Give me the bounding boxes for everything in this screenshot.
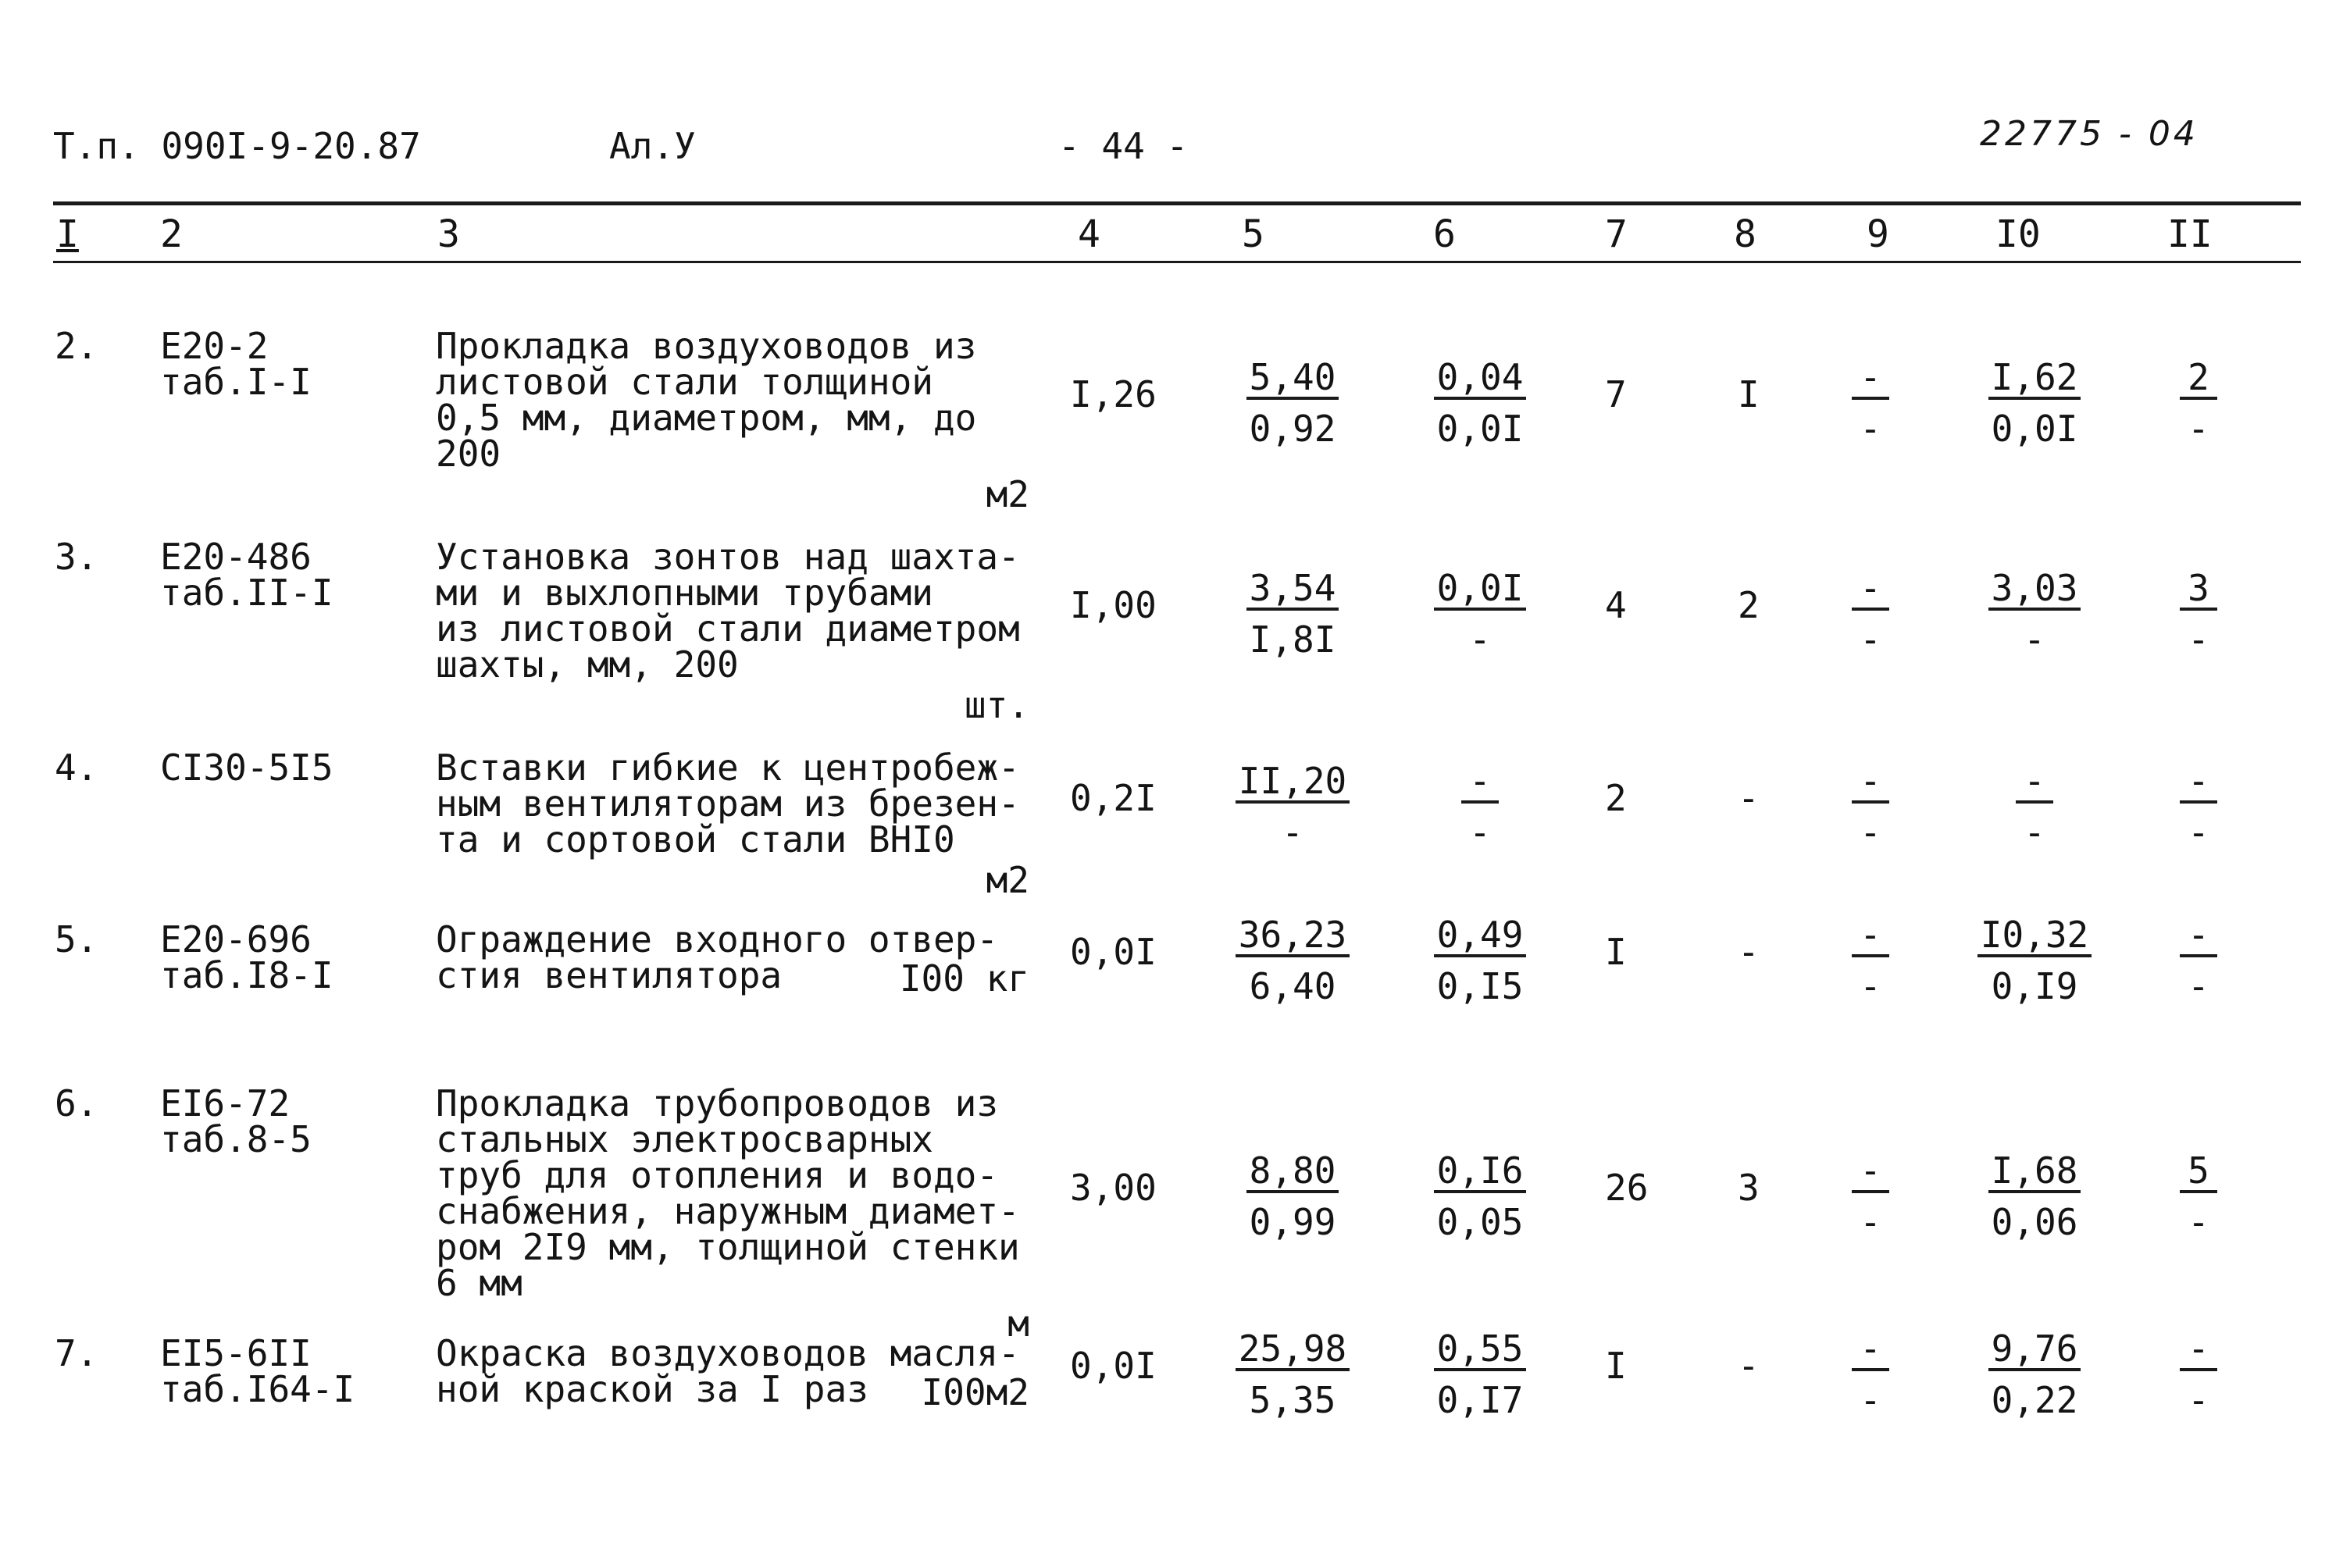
cost-fraction-c11 bbox=[2132, 1149, 2265, 1243]
fraction-numerator: - bbox=[1852, 570, 1889, 611]
fraction-denominator: - bbox=[2188, 1379, 2209, 1421]
fraction-numerator: 0,49 bbox=[1434, 917, 1527, 957]
column-number: 8 bbox=[1734, 212, 1756, 256]
norm-table: таб.8-5 bbox=[160, 1118, 312, 1160]
cost-fraction-c10 bbox=[1968, 1327, 2101, 1421]
measure-unit: м2 bbox=[986, 473, 1029, 515]
machine-value: I bbox=[1738, 373, 1760, 415]
description-line: ной краской за I раз bbox=[436, 1368, 868, 1410]
measure-unit: I00 кг bbox=[899, 957, 1029, 1000]
work-description bbox=[436, 1082, 1029, 1304]
doc-code: Т.п. 090I-9-20.87 bbox=[53, 125, 421, 167]
fraction-numerator: 8,80 bbox=[1246, 1153, 1339, 1193]
description-line: Вставки гибкие к центробеж- bbox=[436, 747, 1020, 789]
work-description bbox=[436, 747, 1029, 861]
cost-fraction-c11 bbox=[2132, 1327, 2265, 1421]
description-line: Установка зонтов над шахта- bbox=[436, 536, 1020, 578]
description-line: ми и выхлопными трубами bbox=[436, 572, 933, 614]
fraction-denominator: - bbox=[2188, 408, 2209, 450]
column-number: 4 bbox=[1078, 212, 1100, 256]
description-line: труб для отопления и водо- bbox=[436, 1154, 999, 1196]
fraction-denominator: 6,40 bbox=[1249, 965, 1336, 1007]
labor-value: I bbox=[1605, 931, 1627, 973]
cost-fraction-c6 bbox=[1414, 356, 1546, 450]
norm-table: таб.II-I bbox=[160, 572, 333, 614]
column-number: 9 bbox=[1867, 212, 1889, 256]
description-line: Окраска воздуховодов масля- bbox=[436, 1332, 1020, 1374]
quantity: I,00 bbox=[1070, 584, 1157, 626]
fraction-numerator: - bbox=[1852, 763, 1889, 804]
cost-fraction-c6 bbox=[1414, 914, 1546, 1007]
fraction-numerator: I,68 bbox=[1988, 1153, 2081, 1193]
description-line: 0,5 мм, диаметром, мм, до bbox=[436, 397, 977, 439]
description-line: ным вентиляторам из брезен- bbox=[436, 782, 1020, 825]
fraction-denominator: 0,I5 bbox=[1436, 965, 1524, 1007]
fraction-numerator: - bbox=[1852, 1153, 1889, 1193]
description-line: ром 2I9 мм, толщиной стенки bbox=[436, 1226, 1020, 1268]
fraction-numerator: 3,54 bbox=[1246, 570, 1339, 611]
labor-value: 2 bbox=[1605, 777, 1627, 819]
fraction-numerator: 3,03 bbox=[1988, 570, 2081, 611]
fraction-denominator: - bbox=[1860, 811, 1881, 853]
cost-fraction-c10 bbox=[1968, 356, 2101, 450]
album-label: Ал.У bbox=[609, 125, 696, 167]
fraction-numerator: - bbox=[1852, 917, 1889, 957]
cost-fraction-c10 bbox=[1968, 914, 2101, 1007]
norm-code: Е20-486 bbox=[160, 536, 312, 578]
machine-value: - bbox=[1738, 1345, 1760, 1387]
fraction-denominator: - bbox=[2188, 1201, 2209, 1243]
norm-code: СI30-5I5 bbox=[160, 747, 333, 789]
description-line: Прокладка воздуховодов из bbox=[436, 325, 977, 367]
cost-fraction-c9 bbox=[1804, 1327, 1937, 1421]
machine-value: 3 bbox=[1738, 1167, 1760, 1209]
fraction-denominator: - bbox=[1860, 965, 1881, 1007]
measure-unit: шт. bbox=[964, 684, 1029, 726]
fraction-denominator: 0,06 bbox=[1991, 1201, 2078, 1243]
machine-value: - bbox=[1738, 931, 1760, 973]
row-number: 5. bbox=[55, 918, 98, 960]
fraction-numerator: 36,23 bbox=[1236, 917, 1350, 957]
row-number: 6. bbox=[55, 1082, 98, 1124]
fraction-numerator: 0,55 bbox=[1434, 1331, 1527, 1371]
column-number: I0 bbox=[1995, 212, 2041, 256]
description-line: стия вентилятора bbox=[436, 954, 783, 996]
row-number: 4. bbox=[55, 747, 98, 789]
labor-value: 26 bbox=[1605, 1167, 1649, 1209]
fraction-denominator: 0,92 bbox=[1249, 408, 1336, 450]
fraction-numerator: 0,04 bbox=[1434, 359, 1527, 400]
fraction-denominator: - bbox=[1860, 408, 1881, 450]
cost-fraction-c9 bbox=[1804, 567, 1937, 661]
cost-fraction-c9 bbox=[1804, 760, 1937, 853]
quantity: 0,0I bbox=[1070, 931, 1157, 973]
cost-fraction-c6 bbox=[1414, 1149, 1546, 1243]
description-line: та и сортовой стали ВНI0 bbox=[436, 818, 955, 861]
measure-unit: I00м2 bbox=[921, 1371, 1029, 1413]
description-line: 6 мм bbox=[436, 1262, 522, 1304]
labor-value: 7 bbox=[1605, 373, 1627, 415]
cost-fraction-c5 bbox=[1226, 760, 1359, 853]
cost-fraction-c11 bbox=[2132, 567, 2265, 661]
fraction-numerator: - bbox=[2180, 917, 2217, 957]
work-description bbox=[436, 536, 1029, 686]
quantity: 3,00 bbox=[1070, 1167, 1157, 1209]
labor-value: I bbox=[1605, 1345, 1627, 1387]
cost-fraction-c11 bbox=[2132, 760, 2265, 853]
row-number: 2. bbox=[55, 325, 98, 367]
fraction-denominator: I,8I bbox=[1249, 618, 1336, 661]
cost-fraction-c11 bbox=[2132, 914, 2265, 1007]
quantity: 0,0I bbox=[1070, 1345, 1157, 1387]
fraction-numerator: - bbox=[1852, 1331, 1889, 1371]
fraction-numerator: 9,76 bbox=[1988, 1331, 2081, 1371]
row-number: 7. bbox=[55, 1332, 98, 1374]
column-number: II bbox=[2167, 212, 2213, 256]
description-line: стальных электросварных bbox=[436, 1118, 933, 1160]
cost-fraction-c5 bbox=[1226, 1327, 1359, 1421]
fraction-numerator: II,20 bbox=[1236, 763, 1350, 804]
column-number: I bbox=[56, 212, 79, 256]
cost-fraction-c5 bbox=[1226, 1149, 1359, 1243]
column-number: 6 bbox=[1433, 212, 1456, 256]
cost-fraction-c10 bbox=[1968, 760, 2101, 853]
fraction-numerator: I,62 bbox=[1988, 359, 2081, 400]
cost-fraction-c6 bbox=[1414, 1327, 1546, 1421]
row-number: 3. bbox=[55, 536, 98, 578]
norm-code: ЕI5-6II bbox=[160, 1332, 312, 1374]
quantity: I,26 bbox=[1070, 373, 1157, 415]
fraction-denominator: - bbox=[2188, 965, 2209, 1007]
machine-value: - bbox=[1738, 777, 1760, 819]
header-rule-top bbox=[53, 201, 2301, 205]
description-line: 200 bbox=[436, 433, 501, 475]
cost-fraction-c6 bbox=[1414, 760, 1546, 853]
fraction-denominator: - bbox=[2188, 618, 2209, 661]
fraction-denominator: 0,I7 bbox=[1436, 1379, 1524, 1421]
fraction-numerator: 2 bbox=[2180, 359, 2217, 400]
fraction-denominator: 0,22 bbox=[1991, 1379, 2078, 1421]
description-line: Прокладка трубопроводов из bbox=[436, 1082, 999, 1124]
norm-table: таб.I8-I bbox=[160, 954, 333, 996]
handwritten-number: 22775 - 04 bbox=[1980, 114, 2199, 154]
cost-fraction-c9 bbox=[1804, 1149, 1937, 1243]
fraction-denominator: 5,35 bbox=[1249, 1379, 1336, 1421]
fraction-denominator: - bbox=[1469, 618, 1491, 661]
fraction-denominator: 0,0I bbox=[1991, 408, 2078, 450]
fraction-numerator: 0,I6 bbox=[1434, 1153, 1527, 1193]
machine-value: 2 bbox=[1738, 584, 1760, 626]
cost-fraction-c5 bbox=[1226, 914, 1359, 1007]
labor-value: 4 bbox=[1605, 584, 1627, 626]
description-line: Ограждение входного отвер- bbox=[436, 918, 999, 960]
norm-table: таб.I-I bbox=[160, 361, 312, 403]
fraction-numerator: 0,0I bbox=[1434, 570, 1527, 611]
cost-fraction-c5 bbox=[1226, 567, 1359, 661]
cost-fraction-c6 bbox=[1414, 567, 1546, 661]
norm-code: Е20-696 bbox=[160, 918, 312, 960]
fraction-numerator: - bbox=[2180, 763, 2217, 804]
fraction-denominator: - bbox=[1860, 618, 1881, 661]
measure-unit: м2 bbox=[986, 859, 1029, 901]
norm-code: Е20-2 bbox=[160, 325, 269, 367]
fraction-denominator: - bbox=[2024, 618, 2045, 661]
cost-fraction-c10 bbox=[1968, 1149, 2101, 1243]
cost-fraction-c9 bbox=[1804, 356, 1937, 450]
description-line: листовой стали толщиной bbox=[436, 361, 933, 403]
fraction-numerator: - bbox=[2180, 1331, 2217, 1371]
fraction-denominator: 0,05 bbox=[1436, 1201, 1524, 1243]
norm-table: таб.I64-I bbox=[160, 1368, 355, 1410]
fraction-numerator: 3 bbox=[2180, 570, 2217, 611]
fraction-numerator: - bbox=[2016, 763, 2053, 804]
cost-fraction-c9 bbox=[1804, 914, 1937, 1007]
fraction-denominator: 0,0I bbox=[1436, 408, 1524, 450]
column-number: 7 bbox=[1605, 212, 1628, 256]
fraction-numerator: I0,32 bbox=[1977, 917, 2092, 957]
measure-unit: м bbox=[1007, 1303, 1029, 1345]
fraction-numerator: 25,98 bbox=[1236, 1331, 1350, 1371]
norm-code: ЕI6-72 bbox=[160, 1082, 291, 1124]
fraction-denominator: - bbox=[1469, 811, 1491, 853]
description-line: из листовой стали диаметром bbox=[436, 608, 1020, 650]
fraction-numerator: - bbox=[1461, 763, 1499, 804]
page-number: - 44 - bbox=[1058, 125, 1189, 167]
quantity: 0,2I bbox=[1070, 777, 1157, 819]
work-description bbox=[436, 325, 1029, 475]
cost-fraction-c5 bbox=[1226, 356, 1359, 450]
cost-fraction-c11 bbox=[2132, 356, 2265, 450]
fraction-denominator: - bbox=[1282, 811, 1303, 853]
fraction-denominator: - bbox=[2024, 811, 2045, 853]
cost-fraction-c10 bbox=[1968, 567, 2101, 661]
fraction-denominator: - bbox=[1860, 1201, 1881, 1243]
column-number: 5 bbox=[1242, 212, 1264, 256]
description-line: снабжения, наружным диамет- bbox=[436, 1190, 1020, 1232]
description-line: шахты, мм, 200 bbox=[436, 643, 739, 686]
fraction-numerator: - bbox=[1852, 359, 1889, 400]
fraction-denominator: 0,I9 bbox=[1991, 965, 2078, 1007]
column-number: 3 bbox=[437, 212, 460, 256]
fraction-denominator: - bbox=[1860, 1379, 1881, 1421]
fraction-denominator: 0,99 bbox=[1249, 1201, 1336, 1243]
fraction-numerator: 5 bbox=[2180, 1153, 2217, 1193]
fraction-numerator: 5,40 bbox=[1246, 359, 1339, 400]
fraction-denominator: - bbox=[2188, 811, 2209, 853]
column-number: 2 bbox=[160, 212, 183, 256]
header-rule-bottom bbox=[53, 261, 2301, 263]
